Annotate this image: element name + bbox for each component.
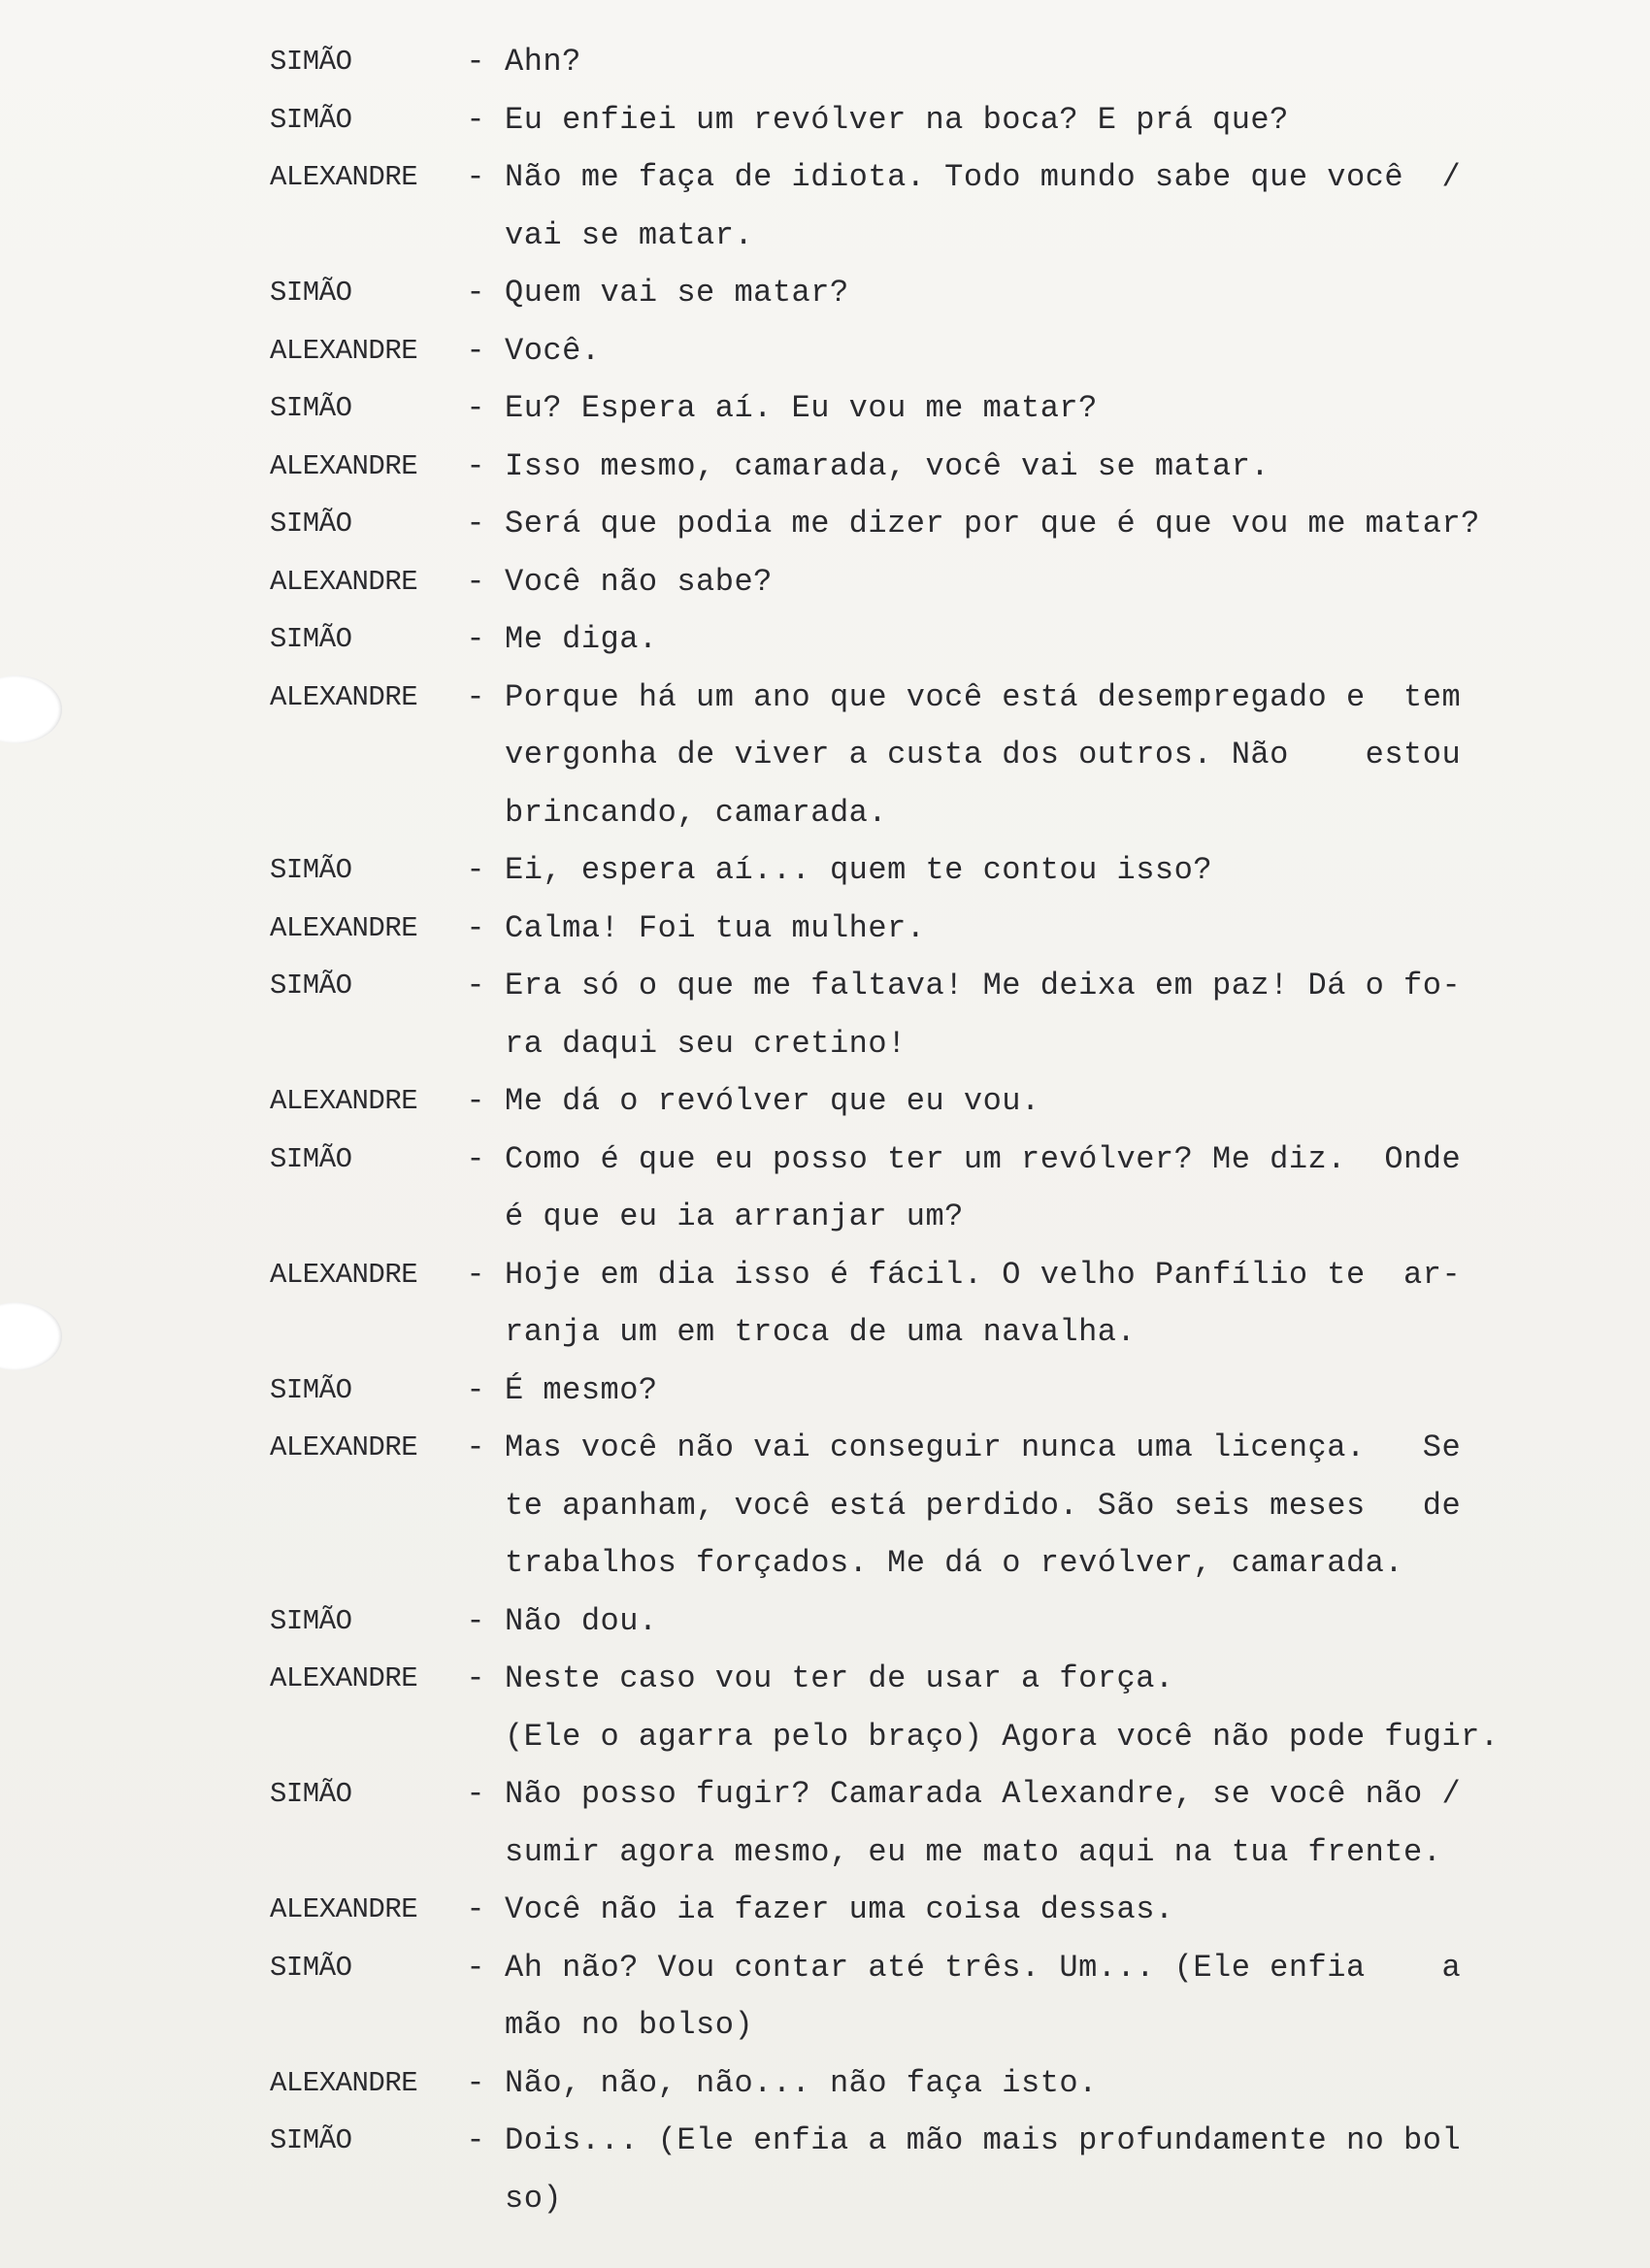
speaker-name: ALEXANDRE	[270, 334, 418, 367]
speaker-name: SIMÃO	[270, 854, 352, 886]
dialogue-text: Quem vai se matar?	[505, 275, 849, 311]
speaker-dash: -	[466, 44, 485, 80]
speaker-name: SIMÃO	[270, 623, 352, 655]
punch-hole-top	[0, 675, 62, 743]
dialogue-line	[270, 900, 1590, 958]
dialogue-line	[270, 2170, 1590, 2228]
dialogue-line	[270, 1708, 1590, 1766]
dialogue-line	[270, 1824, 1590, 1882]
dialogue-line	[270, 495, 1590, 553]
speaker-name: SIMÃO	[270, 1778, 352, 1810]
speaker-name: SIMÃO	[270, 1142, 352, 1175]
dialogue-line	[270, 669, 1590, 727]
dialogue-line	[270, 1650, 1590, 1708]
speaker-name: ALEXANDRE	[270, 2066, 418, 2099]
speaker-name: ALEXANDRE	[270, 911, 418, 944]
dialogue-text: Eu enfiei um revólver na boca? E prá que?	[505, 101, 1289, 138]
speaker-dash: -	[466, 506, 485, 542]
dialogue-line	[270, 784, 1590, 842]
dialogue-text: Você.	[505, 332, 601, 369]
dialogue-text: so)	[505, 2180, 563, 2217]
speaker-dash: -	[466, 159, 485, 195]
speaker-dash: -	[466, 2122, 485, 2158]
dialogue-line	[270, 33, 1590, 91]
dialogue-line	[270, 1939, 1590, 1997]
speaker-name: ALEXANDRE	[270, 449, 418, 482]
dialogue-text: Não, não, não... não faça isto.	[505, 2064, 1098, 2101]
dialogue-line	[270, 148, 1590, 207]
dialogue-line	[270, 1765, 1590, 1824]
dialogue-line	[270, 1996, 1590, 2054]
dialogue-text: Calma! Foi tua mulher.	[505, 909, 926, 946]
speaker-dash: -	[466, 968, 485, 1003]
dialogue-text: Mas você não vai conseguir nunca uma licença. Se	[505, 1430, 1462, 1465]
dialogue-line	[270, 1593, 1590, 1651]
speaker-name: SIMÃO	[270, 46, 352, 78]
dialogue-text: Você não ia fazer uma coisa dessas.	[505, 1891, 1174, 1927]
dialogue-text: mão no bolso)	[505, 2007, 754, 2043]
dialogue-line	[270, 1419, 1590, 1477]
speaker-dash: -	[466, 1776, 485, 1812]
speaker-dash: -	[466, 1371, 485, 1408]
dialogue-text: Não dou.	[505, 1602, 658, 1639]
speaker-name: ALEXANDRE	[270, 161, 418, 193]
speaker-dash: -	[466, 1891, 485, 1927]
dialogue-text: vergonha de viver a custa dos outros. Não estou	[505, 737, 1462, 772]
dialogue-line	[270, 1303, 1590, 1362]
dialogue-line	[270, 1131, 1590, 1189]
speaker-dash: -	[466, 1430, 485, 1465]
speaker-dash: -	[466, 390, 485, 426]
speaker-dash: -	[466, 275, 485, 311]
dialogue-line	[270, 2112, 1590, 2170]
speaker-dash: -	[466, 563, 485, 600]
speaker-name: ALEXANDRE	[270, 1662, 418, 1694]
speaker-dash: -	[466, 2064, 485, 2101]
speaker-name: SIMÃO	[270, 277, 352, 309]
dialogue-text: vai se matar.	[505, 216, 754, 253]
dialogue-line	[270, 1362, 1590, 1420]
speaker-dash: -	[466, 1949, 485, 1986]
speaker-name: SIMÃO	[270, 970, 352, 1002]
dialogue-line	[270, 957, 1590, 1015]
speaker-name: SIMÃO	[270, 392, 352, 424]
dialogue-line	[270, 91, 1590, 149]
dialogue-line	[270, 438, 1590, 496]
speaker-dash: -	[466, 1660, 485, 1696]
speaker-name: ALEXANDRE	[270, 1085, 418, 1117]
speaker-name: ALEXANDRE	[270, 1893, 418, 1925]
dialogue-text: Você não sabe?	[505, 563, 773, 600]
speaker-name: ALEXANDRE	[270, 565, 418, 598]
dialogue-text: é que eu ia arranjar um?	[505, 1199, 964, 1234]
dialogue-text: Dois... (Ele enfia a mão mais profundamente no bol	[505, 2122, 1462, 2158]
dialogue-text: Como é que eu posso ter um revólver? Me diz. Onde	[505, 1140, 1462, 1177]
dialogue-text: Hoje em dia isso é fácil. O velho Panfílio te ar-	[505, 1256, 1462, 1293]
speaker-dash: -	[466, 852, 485, 888]
dialogue-line	[270, 1246, 1590, 1304]
dialogue-text: sumir agora mesmo, eu me mato aqui na tua frente.	[505, 1833, 1442, 1870]
dialogue-line	[270, 264, 1590, 322]
dialogue-line	[270, 1477, 1590, 1535]
speaker-name: SIMÃO	[270, 1373, 352, 1406]
dialogue-text: Porque há um ano que você está desempregado e tem	[505, 678, 1462, 715]
dialogue-text: ranja um em troca de uma navalha.	[505, 1314, 1137, 1350]
dialogue-text: Eu? Espera aí. Eu vou me matar?	[505, 390, 1098, 426]
speaker-name: SIMÃO	[270, 508, 352, 540]
dialogue-text: Ei, espera aí... quem te contou isso?	[505, 852, 1213, 888]
speaker-dash: -	[466, 678, 485, 715]
speaker-name: ALEXANDRE	[270, 680, 418, 713]
dialogue-line	[270, 610, 1590, 669]
dialogue-text: Me dá o revólver que eu vou.	[505, 1083, 1040, 1119]
dialogue-text: Neste caso vou ter de usar a força.	[505, 1660, 1174, 1696]
dialogue-line	[270, 207, 1590, 265]
speaker-name: SIMÃO	[270, 103, 352, 136]
speaker-name: SIMÃO	[270, 2124, 352, 2156]
speaker-dash: -	[466, 447, 485, 484]
speaker-dash: -	[466, 1256, 485, 1293]
speaker-dash: -	[466, 332, 485, 369]
speaker-name: SIMÃO	[270, 1604, 352, 1637]
dialogue-text: Era só o que me faltava! Me deixa em paz! Dá o fo-	[505, 968, 1462, 1003]
dialogue-text: te apanham, você está perdido. São seis meses de	[505, 1487, 1462, 1524]
dialogue-text: trabalhos forçados. Me dá o revólver, camarada.	[505, 1545, 1404, 1581]
speaker-dash: -	[466, 1602, 485, 1639]
speaker-dash: -	[466, 1083, 485, 1119]
dialogue-line	[270, 1072, 1590, 1131]
dialogue-line	[270, 1188, 1590, 1246]
dialogue-line	[270, 379, 1590, 438]
speaker-dash: -	[466, 1140, 485, 1177]
dialogue-line	[270, 841, 1590, 900]
speaker-dash: -	[466, 101, 485, 138]
dialogue-text: Não me faça de idiota. Todo mundo sabe que você /	[505, 159, 1462, 195]
script-dialogue	[270, 33, 1590, 2227]
speaker-dash: -	[466, 621, 485, 657]
dialogue-text: ra daqui seu cretino!	[505, 1025, 907, 1062]
dialogue-line	[270, 1534, 1590, 1593]
dialogue-line	[270, 1881, 1590, 1939]
punch-hole-bottom	[0, 1302, 62, 1370]
dialogue-line	[270, 553, 1590, 611]
dialogue-text: É mesmo?	[505, 1371, 658, 1408]
dialogue-text: Ahn?	[505, 44, 581, 80]
dialogue-line	[270, 2054, 1590, 2113]
dialogue-text: Ah não? Vou contar até três. Um... (Ele enfia a	[505, 1949, 1462, 1986]
speaker-name: SIMÃO	[270, 1951, 352, 1984]
dialogue-text: Não posso fugir? Camarada Alexandre, se você não /	[505, 1776, 1462, 1812]
dialogue-text: Será que podia me dizer por que é que vou me matar?	[505, 506, 1480, 542]
dialogue-line	[270, 726, 1590, 784]
dialogue-line	[270, 1015, 1590, 1073]
dialogue-line	[270, 322, 1590, 380]
speaker-name: ALEXANDRE	[270, 1431, 418, 1463]
dialogue-text: Isso mesmo, camarada, você vai se matar.	[505, 447, 1270, 484]
speaker-dash: -	[466, 909, 485, 946]
speaker-name: ALEXANDRE	[270, 1258, 418, 1291]
dialogue-text: Me diga.	[505, 621, 658, 657]
dialogue-text: (Ele o agarra pelo braço) Agora você não pode fugir.	[505, 1718, 1500, 1755]
dialogue-text: brincando, camarada.	[505, 794, 888, 831]
